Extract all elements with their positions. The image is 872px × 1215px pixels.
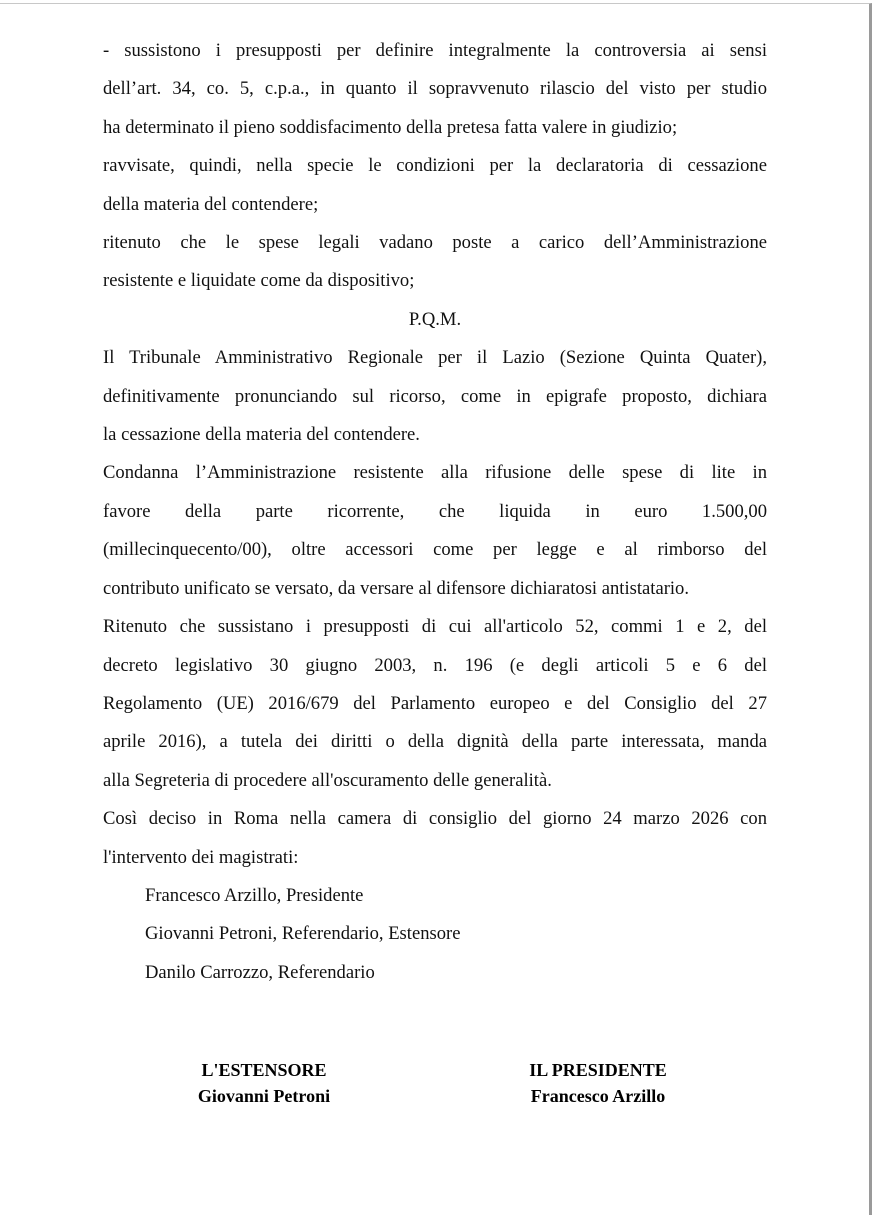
magistrate-item: Danilo Carrozzo, Referendario — [145, 961, 375, 983]
signature-estensore — [164, 1057, 364, 1109]
signature-name: Giovanni Petroni — [197, 1086, 331, 1106]
paragraph-tribunale — [103, 339, 767, 454]
signature-name: Francesco Arzillo — [530, 1086, 666, 1106]
text-line: Condanna l’Amministrazione resistente alla rifusione delle spese di lite in — [103, 462, 767, 484]
paragraph-condanna — [103, 454, 767, 608]
signature-presidente — [498, 1057, 698, 1109]
signature-role: IL PRESIDENTE — [529, 1060, 667, 1080]
text-line: Così deciso in Roma nella camera di consiglio del giorno 24 marzo 2026 con — [103, 808, 767, 830]
text-line: alla Segreteria di procedere all'oscuramento delle generalità. — [103, 769, 552, 791]
text-line: definitivamente pronunciando sul ricorso, come in epigrafe proposto, dichiara — [103, 385, 767, 407]
text-line: la cessazione della materia del contendere. — [103, 424, 420, 446]
text-line: (millecinquecento/00), oltre accessori come per legge e al rimborso del — [103, 539, 767, 561]
magistrate-item: Giovanni Petroni, Referendario, Estensore — [145, 923, 461, 945]
text-line: - sussistono i presupposti per definire integralmente la controversia ai sensi — [103, 40, 767, 61]
text-line: Regolamento (UE) 2016/679 del Parlamento europeo e del Consiglio del 27 — [103, 692, 767, 714]
text-line: l'intervento dei magistrati: — [103, 846, 299, 868]
paragraph-ravvisate — [103, 147, 767, 224]
signature-role: L'ESTENSORE — [201, 1060, 327, 1080]
text-line: decreto legislativo 30 giugno 2003, n. 196 (e degli articoli 5 e 6 del — [103, 654, 767, 676]
text-line: favore della parte ricorrente, che liquida in euro 1.500,00 — [103, 500, 767, 522]
document-page — [0, 3, 872, 1215]
text-line: della materia del contendere; — [103, 193, 319, 215]
paragraph-sussistono — [103, 32, 767, 147]
text-line: Il Tribunale Amministrativo Regionale per il Lazio (Sezione Quinta Quater), — [103, 347, 767, 369]
text-line: ritenuto che le spese legali vadano poste a carico dell’Amministrazione — [103, 232, 767, 254]
pqm-heading: P.Q.M. — [408, 308, 462, 330]
text-line: Ritenuto che sussistano i presupposti di cui all'articolo 52, commi 1 e 2, del — [103, 616, 767, 638]
text-line: dell’art. 34, co. 5, c.p.a., in quanto il sopravvenuto rilascio del visto per studio — [103, 78, 767, 100]
document-body — [103, 32, 767, 992]
magistrates-list — [103, 877, 767, 992]
text-line: resistente e liquidate come da dispositivo; — [103, 270, 415, 292]
text-line: contributo unificato se versato, da versare al difensore dichiaratosi antistatario. — [103, 577, 690, 599]
paragraph-cosi-deciso — [103, 800, 767, 877]
text-line: ha determinato il pieno soddisfacimento della pretesa fatta valere in giudizio; — [103, 116, 678, 138]
text-line: ravvisate, quindi, nella specie le condizioni per la declaratoria di cessazione — [103, 155, 767, 177]
paragraph-ritenuto-spese — [103, 224, 767, 301]
magistrate-item: Francesco Arzillo, Presidente — [145, 884, 364, 906]
text-line: aprile 2016), a tutela dei diritti o della dignità della parte interessata, manda — [103, 731, 767, 753]
paragraph-privacy — [103, 608, 767, 800]
